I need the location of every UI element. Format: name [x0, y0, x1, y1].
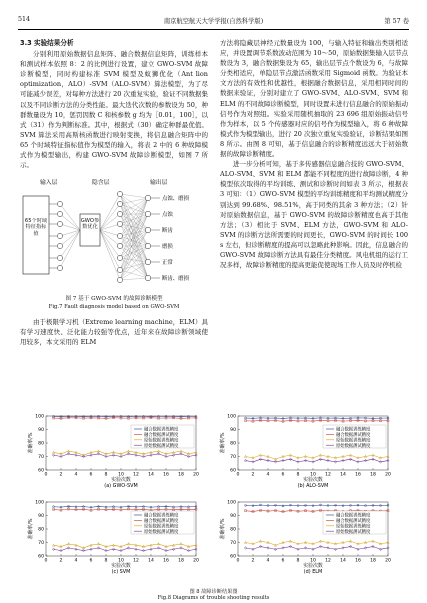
y-tick-label: 90: [230, 428, 236, 434]
x-tick-label: 10: [310, 472, 316, 478]
x-tick-label: 12: [133, 472, 139, 478]
x-tick-label: 4: [266, 558, 270, 564]
x-tick-label: 6: [89, 558, 93, 564]
volume: 第 57 卷: [384, 18, 409, 25]
y-tick-label: 80: [38, 527, 44, 533]
legend-entry: 融合数据测试精度: [144, 519, 179, 524]
connection-line: [100, 230, 120, 270]
fault-diagnosis-model-diagram: [20, 174, 208, 292]
output-class-label: 磨损: [162, 244, 173, 251]
legend-entry: 融合数据测试精度: [336, 433, 371, 438]
output-layer-label: 输出层: [150, 180, 168, 187]
output-node: [145, 211, 151, 217]
hidden-node: [117, 244, 122, 249]
x-tick-label: 4: [266, 472, 270, 478]
output-class-label: 点蚀: [162, 212, 173, 219]
y-tick-label: 100: [227, 414, 236, 420]
hidden-node: [117, 234, 122, 239]
x-tick-label: 16: [355, 558, 361, 564]
connection-line: [120, 198, 148, 214]
connection-line: [100, 230, 120, 246]
input-box-text: [24, 218, 48, 258]
hidden-node: [117, 212, 122, 217]
input-layer-label: 输入层: [40, 180, 58, 187]
right-column: [220, 38, 408, 270]
connection-line: [100, 230, 120, 236]
connection-line: [100, 204, 120, 230]
paragraph: 由于极限学习机（Extreme learning machine，ELM）具有学习速度快、泛化能力较强等优点，近年来在故障诊断领域使用较多，本文采用的 ELM: [20, 318, 208, 347]
x-axis-label: 实验次数: [111, 477, 131, 483]
legend-entry: 融合数据测试精度: [144, 433, 179, 438]
fig7-caption-cn: 图 7 基于 GWO-SVM 的故障诊断模型: [65, 296, 163, 303]
input-node: [57, 222, 62, 227]
figure-8: [18, 412, 409, 601]
section-title: 3.3 实验结果分析: [20, 39, 74, 47]
connection-line: [120, 270, 148, 278]
x-tick-label: 6: [281, 472, 285, 478]
x-tick-label: 8: [104, 472, 108, 478]
x-tick-label: 14: [148, 558, 154, 564]
y-axis-label: 准确率/%: [28, 432, 34, 454]
output-labels: [162, 194, 190, 282]
y-tick-label: 70: [230, 541, 236, 547]
y-tick-label: 100: [227, 500, 236, 506]
output-node: [145, 227, 151, 233]
output-class-label: 断齿、磨损: [162, 276, 189, 283]
x-tick-label: 18: [370, 472, 376, 478]
chart-panel: [27, 500, 199, 575]
legend-entry: 融合数据训练精度: [144, 427, 179, 433]
fig8-caption-en: Fig.8 Diagrams of trouble shooting results: [157, 595, 270, 601]
x-tick-label: 8: [296, 558, 300, 564]
legend-entry: 原始数据测试精度: [336, 443, 371, 449]
legend-entry: 原始数据测试精度: [144, 443, 179, 449]
hidden-node: [117, 202, 122, 207]
x-axis-label: 实验次数: [303, 477, 323, 483]
chart-title: (b) ALO-SVM: [297, 483, 329, 489]
legend-entry: 原始数据训练精度: [144, 524, 179, 530]
x-tick-label: 18: [178, 472, 184, 478]
y-tick-label: 70: [230, 455, 236, 461]
y-tick-label: 60: [38, 554, 44, 560]
x-tick-label: 20: [385, 558, 391, 564]
connection-line: [100, 214, 120, 230]
legend-entry: 融合数据测试精度: [336, 519, 371, 524]
connection-line: [60, 230, 80, 236]
x-tick-label: 20: [193, 472, 199, 478]
connection-line: [120, 262, 148, 280]
connection-line: [60, 230, 80, 246]
chart-panel: [219, 414, 391, 489]
y-tick-label: 60: [230, 554, 236, 560]
connection-line: [120, 198, 148, 270]
x-tick-label: 16: [163, 472, 169, 478]
chart-title: (a) GWO-SVM: [104, 483, 138, 489]
connection-line: [120, 262, 148, 270]
x-tick-label: 14: [340, 558, 346, 564]
connection-line: [60, 214, 80, 230]
x-tick-label: 0: [44, 558, 48, 564]
hidden-node: [117, 222, 122, 227]
x-tick-label: 10: [118, 472, 124, 478]
x-tick-label: 12: [133, 558, 139, 564]
input-node: [57, 212, 62, 217]
x-tick-label: 8: [104, 558, 108, 564]
x-axis-label: 实验次数: [303, 563, 323, 569]
y-axis-label: 准确率/%: [220, 432, 226, 454]
x-tick-label: 0: [44, 472, 48, 478]
output-node: [145, 259, 151, 265]
connection-line: [60, 230, 80, 268]
paragraph: 进一步分析可知，基于多传感器信息融合技的 GWO-SVM、ALO-SVM、SVM 和 ELM 都能不同程度的进行故障诊断，4 种模型依次取得的平均训练、测试和诊断时间如表 3 所示，根据表 3 可知：（1）GWO-SVM 模型的平均训练精度和平均测试精度分别达到 99.68%、98.51%，高于同类的其余 3 种方法；（2）针对原始数据信息，基于 GWO-SVM 的故障诊断精度也高于其他方法；（3）相比于 SVM、ELM 方法，GWO-SVM 和 ALO-SVM 的诊断方法所需要的时间更长，GWO-SVM 的时间长 100 s 左右，但诊断精度的提高可以忽略此种影响。因此，信息融合的 GWO-SVM 故障诊断方法具有最佳分类精度。风电机组的运行工况多样，故障诊断精度的提高更能促使现场工作人员及时停机检: [220, 160, 408, 270]
x-tick-label: 12: [325, 472, 331, 478]
y-axis-label: 准确率/%: [28, 518, 34, 540]
connection-line: [120, 194, 148, 230]
input-node: [57, 244, 62, 249]
page-header: [18, 16, 409, 28]
x-tick-label: 2: [59, 472, 63, 478]
x-tick-label: 0: [236, 558, 240, 564]
gwo-box-text: [80, 218, 100, 246]
output-node: [145, 243, 151, 249]
connection-line: [120, 236, 148, 278]
connection-line: [120, 198, 148, 204]
x-tick-label: 20: [193, 558, 199, 564]
output-class-label: 正常: [162, 260, 173, 267]
y-tick-label: 70: [38, 541, 44, 547]
hidden-node: [117, 256, 122, 261]
hidden-node: [117, 192, 122, 197]
hidden-layer-label: 隐含层: [92, 180, 110, 187]
y-tick-label: 60: [230, 468, 236, 474]
connection-line: [120, 278, 148, 280]
legend-entry: 融合数据训练精度: [336, 427, 371, 433]
x-tick-label: 18: [178, 558, 184, 564]
y-tick-label: 80: [230, 441, 236, 447]
connection-line: [100, 224, 120, 230]
chart-panel: [27, 414, 199, 489]
paragraph: 分别利用原始数据信息矩阵、融合数据信息矩阵，训练样本和测试样本依照 8：2 的比例进行设置，建立 GWO-SVM 故障诊断模型，同时构建标准 SVM 模型及蚁狮优化（Ant lion optimization，ALO）-SVM（ALO-SVM）算法模型，为了尽可能减少误差，对每种方法进行 20 次重复实验，验证不同数据集以及不同诊断方法的分类性能。最大迭代次数的参数设为 50，种群数量设为 10，惩罚因数 C 和核参数 g 均为［0.01，100］，以式（31）作为判断标准。其中，根据式（30）确定种群最优值。SVM 算法采用高斯核函数进行映射变换，将信息融合矩阵中的 65 个时域特征指标值作为模型的输入，将表 2 中的 6 种故障模式作为模型输出，构建 GWO-SVM 故障诊断模型，如图 7 所示。: [20, 50, 208, 170]
paragraph: 方法将隐藏层神经元数量设为 100，与输入特征和输出类别相适应，并设置调节系数波动范围为 10～50，原始数据集输入层节点数设为 3，融合数据集设为 65，输出层节点个数设为 6，与故障分类相适应，单隐层节点激活函数采用 Sigmoid 函数。为验证本文方法的有效性和优越性，根据融合数据信息，采用相同时间的数据来验证，分别对建立了 GWO-SVM、ALO-SVM、SVM 和 ELM 的不同故障诊断模型，同时设置未进行信息融合的原始振动信号作为对照组。实验采用随机抽取的 23 696 组原始振动信号作为样本，以 5 个传感器对应的信号作为模型输入，将 6 种故障模式作为模型输出，进行 20 次独立重复实验验证，诊断结果如图 8 所示。由图 8 可知，基于信息融合的诊断精度远远大于初始数据的故障诊断精度。: [220, 39, 408, 159]
x-tick-label: 6: [281, 558, 285, 564]
x-tick-label: 2: [251, 558, 255, 564]
legend-entry: 融合数据训练精度: [144, 513, 179, 519]
output-class-label: 断齿: [162, 228, 173, 235]
output-node: [145, 195, 151, 201]
legend-entry: 原始数据训练精度: [336, 524, 371, 530]
y-tick-label: 90: [38, 428, 44, 434]
y-tick-label: 90: [38, 514, 44, 520]
connection-line: [100, 194, 120, 230]
y-tick-label: 90: [230, 514, 236, 520]
legend-entry: 融合数据训练精度: [336, 513, 371, 519]
legend-entry: 原始数据测试精度: [144, 529, 179, 535]
y-tick-label: 80: [230, 527, 236, 533]
gwo-box-label: GWO参数优化: [80, 218, 100, 231]
x-tick-label: 14: [148, 472, 154, 478]
connection-line: [60, 204, 80, 230]
connection-line: [60, 224, 80, 230]
connection-line: [100, 230, 120, 258]
output-node: [145, 275, 151, 281]
x-tick-label: 6: [89, 472, 93, 478]
legend-entry: 原始数据测试精度: [336, 529, 371, 535]
y-tick-label: 80: [38, 441, 44, 447]
input-node: [57, 202, 62, 207]
x-tick-label: 16: [163, 558, 169, 564]
x-tick-label: 12: [325, 558, 331, 564]
x-tick-label: 16: [355, 472, 361, 478]
hidden-node: [117, 278, 122, 283]
x-tick-label: 10: [310, 558, 316, 564]
y-tick-label: 100: [35, 414, 44, 420]
chart-panel: [219, 500, 391, 575]
journal-name: 南京航空航天大学学报(自然科学版): [163, 18, 264, 25]
input-node: [57, 266, 62, 271]
x-axis-label: 实验次数: [111, 563, 131, 569]
input-box-label: 65个时域特征指标值: [24, 218, 48, 238]
connection-line: [120, 194, 148, 198]
connection-line: [120, 198, 148, 236]
fig8-caption-cn: 图 8 故障诊断结果图: [189, 589, 238, 595]
output-class-label: 点蚀、磨损: [162, 196, 189, 203]
hidden-node: [117, 268, 122, 273]
connection-line: [100, 230, 120, 280]
x-tick-label: 8: [296, 472, 300, 478]
legend-entry: 原始数据训练精度: [336, 438, 371, 444]
y-axis-label: 准确率/%: [220, 518, 226, 540]
legend-entry: 原始数据训练精度: [144, 438, 179, 444]
figure-7: [20, 174, 208, 292]
fig8-charts: [18, 412, 409, 584]
x-tick-label: 2: [59, 558, 63, 564]
x-tick-label: 20: [385, 472, 391, 478]
page-number: 514: [18, 16, 31, 23]
y-tick-label: 70: [38, 455, 44, 461]
x-tick-label: 14: [340, 472, 346, 478]
header-rule: [18, 29, 409, 30]
x-tick-label: 4: [74, 558, 78, 564]
x-tick-label: 18: [370, 558, 376, 564]
connection-line: [120, 246, 148, 262]
y-tick-label: 100: [35, 500, 44, 506]
x-tick-label: 10: [118, 558, 124, 564]
connection-line: [60, 230, 80, 258]
x-tick-label: 4: [74, 472, 78, 478]
chart-title: (d) ELM: [303, 569, 323, 575]
chart-title: (c) SVM: [111, 569, 131, 575]
x-tick-label: 2: [251, 472, 255, 478]
input-node: [57, 256, 62, 261]
x-tick-label: 0: [236, 472, 240, 478]
y-tick-label: 60: [38, 468, 44, 474]
input-node: [57, 234, 62, 239]
left-column: [20, 38, 208, 348]
fig7-caption-en: Fig.7 Fault diagnosis model based on GWO-SVM: [48, 304, 180, 311]
